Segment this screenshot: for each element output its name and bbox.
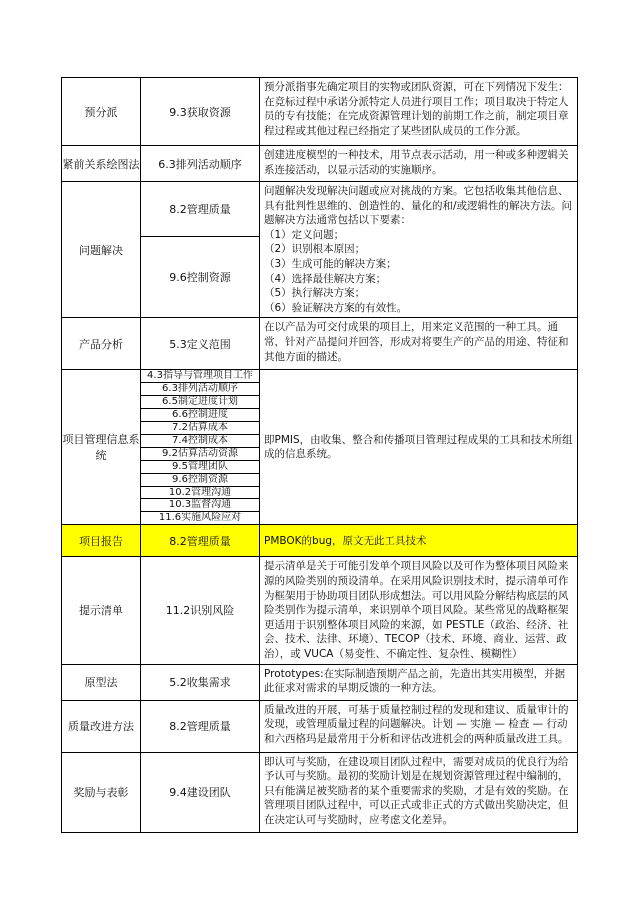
process-name: 11.6实施风险应对 <box>158 512 242 524</box>
process-name: 8.2管理质量 <box>141 700 260 752</box>
description-line: （3）生成可能的解决方案； <box>264 257 397 270</box>
term-name: 预分派 <box>62 78 141 146</box>
term-name: 产品分析 <box>62 318 141 370</box>
process-name: 8.2管理质量 <box>141 182 260 237</box>
description-line: 问题解决发现解决问题或应对挑战的方案。它包括收集其他信息、具有批判性思维的、创造性的、量化的和/或逻辑性的解决方法。问题解决方法通常包括以下要素： <box>264 185 573 227</box>
description-line: （5）执行解决方案； <box>264 287 366 300</box>
process-name: 9.6控制资源 <box>141 236 260 317</box>
table-row-highlighted <box>62 525 578 557</box>
table-row <box>62 752 578 832</box>
term-name: 质量改进方法 <box>62 700 141 752</box>
term-name: 项目报告 <box>62 525 141 557</box>
term-description: 质量改进的开展，可基于质量控制过程的发现和建议、质量审计的发现，或管理质量过程的问题解决。计划 — 实施 — 检查 — 行动和六西格玛是最常用于分析和评估改进机会的两种质量改进工具。 <box>260 700 578 752</box>
term-description: 即认可与奖励，在建设项目团队过程中，需要对成员的优良行为给予认可与奖励。最初的奖励计划是在规划资源管理过程中编制的，只有能满足被奖励者的某个重要需求的奖励，才是有效的奖励。在管理项目团队过程中，可以正式或非正式的方式做出奖励决定，但在决定认可与奖励时，应考虑文化差异。 <box>260 752 578 832</box>
term-description: 创建进度模型的一种技术，用节点表示活动，用一种或多种逻辑关系连接活动，以显示活动的实施顺序。 <box>260 146 578 182</box>
term-name: 项目管理信息系统 <box>62 370 141 525</box>
table-row <box>62 146 578 182</box>
term-description: PMBOK的bug，原文无此工具技术 <box>260 525 578 557</box>
table-row <box>62 182 578 237</box>
process-name: 11.2识别风险 <box>141 557 260 664</box>
table-row <box>62 370 578 525</box>
process-name: 9.4建设团队 <box>141 752 260 832</box>
process-name: 5.3定义范围 <box>141 318 260 370</box>
process-name: 5.2收集需求 <box>141 664 260 700</box>
term-name: 提示清单 <box>62 557 141 664</box>
process-name: 7.4控制成本 <box>141 434 259 447</box>
table-row <box>62 664 578 700</box>
process-name: 9.5管理团队 <box>141 460 259 473</box>
process-name: 7.2估算成本 <box>141 421 259 434</box>
process-name: 10.2管理沟通 <box>141 486 259 499</box>
table-row <box>62 318 578 370</box>
process-name: 6.3排列活动顺序 <box>141 146 260 182</box>
process-name: 6.6控制进度 <box>141 409 259 422</box>
table-row <box>62 557 578 664</box>
description-line: （2）识别根本原因； <box>264 243 366 256</box>
process-name: 9.6控制资源 <box>141 473 259 486</box>
description-line: （4）选择最佳解决方案； <box>264 272 387 285</box>
term-description: 即PMIS，由收集、整合和传播项目管理过程成果的工具和技术所组成的信息系统。 <box>260 370 578 525</box>
table-row <box>62 78 578 146</box>
table-row <box>62 700 578 752</box>
term-description: 提示清单是关于可能引发单个项目风险以及可作为整体项目风险来源的风险类别的预设清单。在采用风险识别技术时，提示清单可作为框架用于协助项目团队形成想法。可以用风险分解结构底层的风险类别作为提示清单，来识别单个项目风险。某些常见的战略框架更适用于识别整体项目风险的来源，如 PESTLE（政治、经济、社会、技术、法律、环境）、TECOP（技术、环境、商业、运营、政治），或 VUCA（易变性、不确定性、复杂性、模糊性） <box>260 557 578 664</box>
term-description: 预分派指事先确定项目的实物或团队资源，可在下列情况下发生：在竞标过程中承诺分派特定人员进行项目工作；项目取决于特定人员的专有技能；在完成资源管理计划的前期工作之前，制定项目章程过程或其他过程已经指定了某些团队成员的工作分派。 <box>260 78 578 146</box>
process-list <box>141 370 260 525</box>
term-description: Prototypes:在实际制造预期产品之前，先造出其实用模型，并据此征求对需求的早期反馈的一种方法。 <box>260 664 578 700</box>
term-name: 奖励与表彰 <box>62 752 141 832</box>
process-name: 10.3监督沟通 <box>141 499 259 512</box>
process-list-table <box>141 370 259 524</box>
tools-techniques-table <box>61 77 578 833</box>
process-name: 6.3排列活动顺序 <box>141 383 259 396</box>
description-line: （6）验证解决方案的有效性。 <box>264 301 408 314</box>
term-name: 紧前关系绘图法 <box>62 146 141 182</box>
description-line: （1）定义问题； <box>264 228 345 241</box>
process-name: 9.2估算活动资源 <box>141 447 259 460</box>
process-name: 8.2管理质量 <box>141 525 260 557</box>
term-name: 原型法 <box>62 664 141 700</box>
term-name: 问题解决 <box>62 182 141 318</box>
term-description: 在以产品为可交付成果的项目上，用来定义范围的一种工具。通常，针对产品提问并回答，形成对将要生产的产品的用途、特征和其他方面的描述。 <box>260 318 578 370</box>
term-description <box>260 182 578 318</box>
process-name: 9.3获取资源 <box>141 78 260 146</box>
process-name: 4.3指导与管理项目工作 <box>141 370 259 382</box>
process-name: 6.5制定进度计划 <box>141 396 259 409</box>
